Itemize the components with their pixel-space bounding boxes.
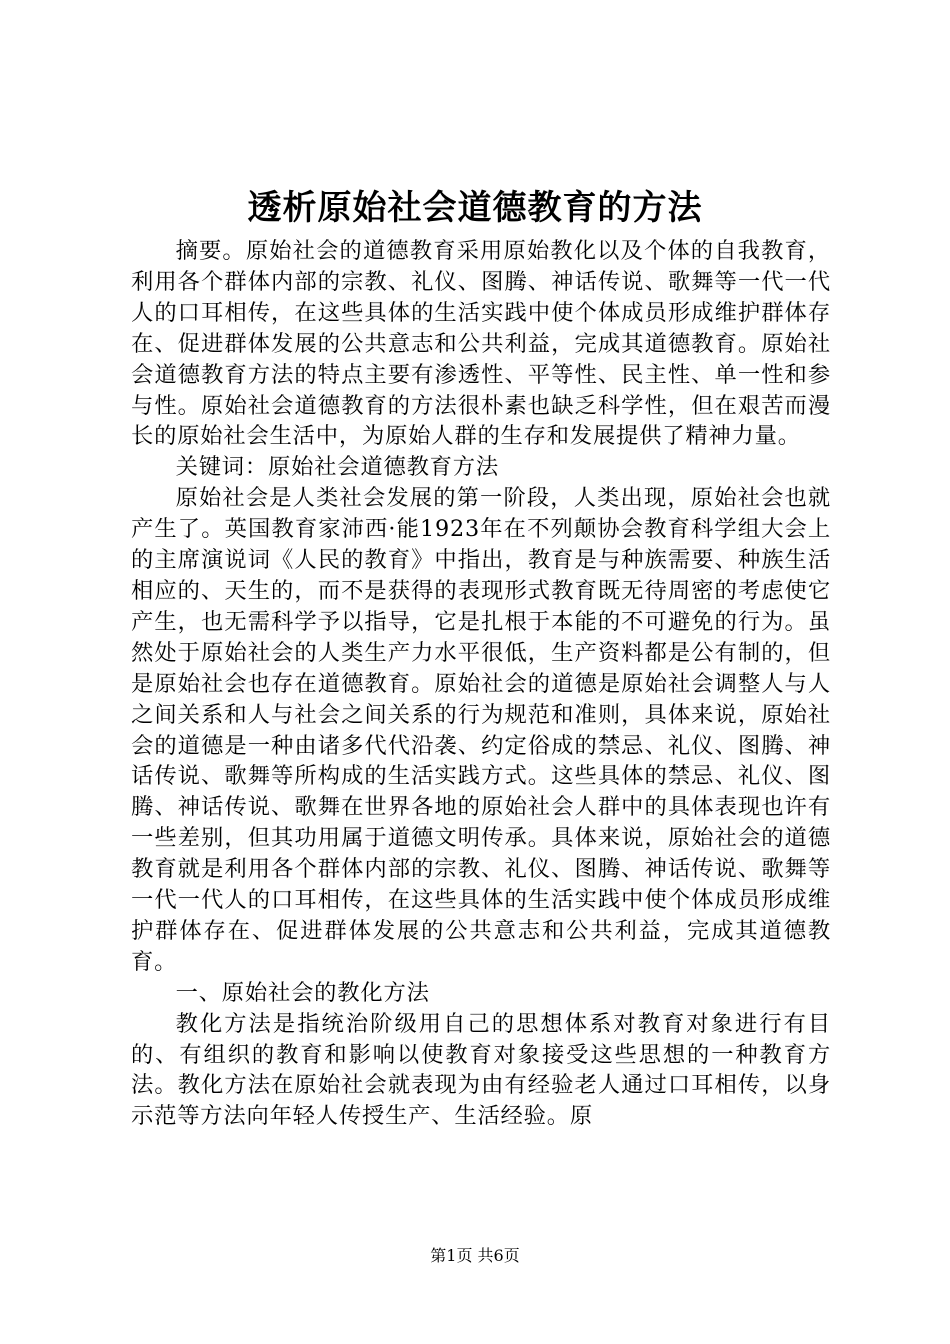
intro-paragraph: 原始社会是人类社会发展的第一阶段，人类出现，原始社会也就产生了。英国教育家沛西·能1923年在不列颠协会教育科学组大会上的主席演说词《人民的教育》中指出，教育是与种族需要、种族生活相应的、天生的，而不是获得的表现形式教育既无待周密的考虑使它产生，也无需科学予以指导，它是扎根于本能的不可避免的行为。虽然处于原始社会的人类生产力水平很低，生产资料都是公有制的，但是原始社会也存在道德教育。原始社会的道德是原始社会调整人与人之间关系和人与社会之间关系的行为规范和准则，具体来说，原始社会的道德是一种由诸多代代沿袭、约定俗成的禁忌、礼仪、图腾、神话传说、歌舞等所构成的生活实践方式。这些具体的禁忌、礼仪、图腾、神话传说、歌舞在世界各地的原始社会人群中的具体表现也许有一些差别，但其功用属于道德文明传承。具体来说，原始社会的道德教育就是利用各个群体内部的宗教、礼仪、图腾、神话传说、歌舞等一代一代人的口耳相传，在这些具体的生活实践中使个体成员形成维护群体存在、促进群体发展的公共意志和公共利益，完成其道德教育。: [131, 485, 831, 975]
keywords-paragraph: 关键词：原始社会道德教育方法: [175, 454, 499, 481]
document-body: [131, 236, 831, 1132]
page-footer: 第1页 共6页: [430, 1246, 520, 1265]
section-heading: 一、原始社会的教化方法: [175, 979, 430, 1006]
abstract-paragraph: 摘要。原始社会的道德教育采用原始教化以及个体的自我教育，利用各个群体内部的宗教、礼仪、图腾、神话传说、歌舞等一代一代人的口耳相传，在这些具体的生活实践中使个体成员形成维护群体存在、促进群体发展的公共意志和公共利益，完成其道德教育。原始社会道德教育方法的特点主要有渗透性、平等性、民主性、单一性和参与性。原始社会道德教育的方法很朴素也缺乏科学性，但在艰苦而漫长的原始社会生活中，为原始人群的生存和发展提供了精神力量。: [131, 238, 831, 450]
section-paragraph: 教化方法是指统治阶级用自己的思想体系对教育对象进行有目的、有组织的教育和影响以使教育对象接受这些思想的一种教育方法。教化方法在原始社会就表现为由有经验老人通过口耳相传，以身示范等方法向年轻人传授生产、生活经验。原: [131, 1010, 831, 1130]
document-title: 透析原始社会道德教育的方法: [247, 188, 703, 228]
